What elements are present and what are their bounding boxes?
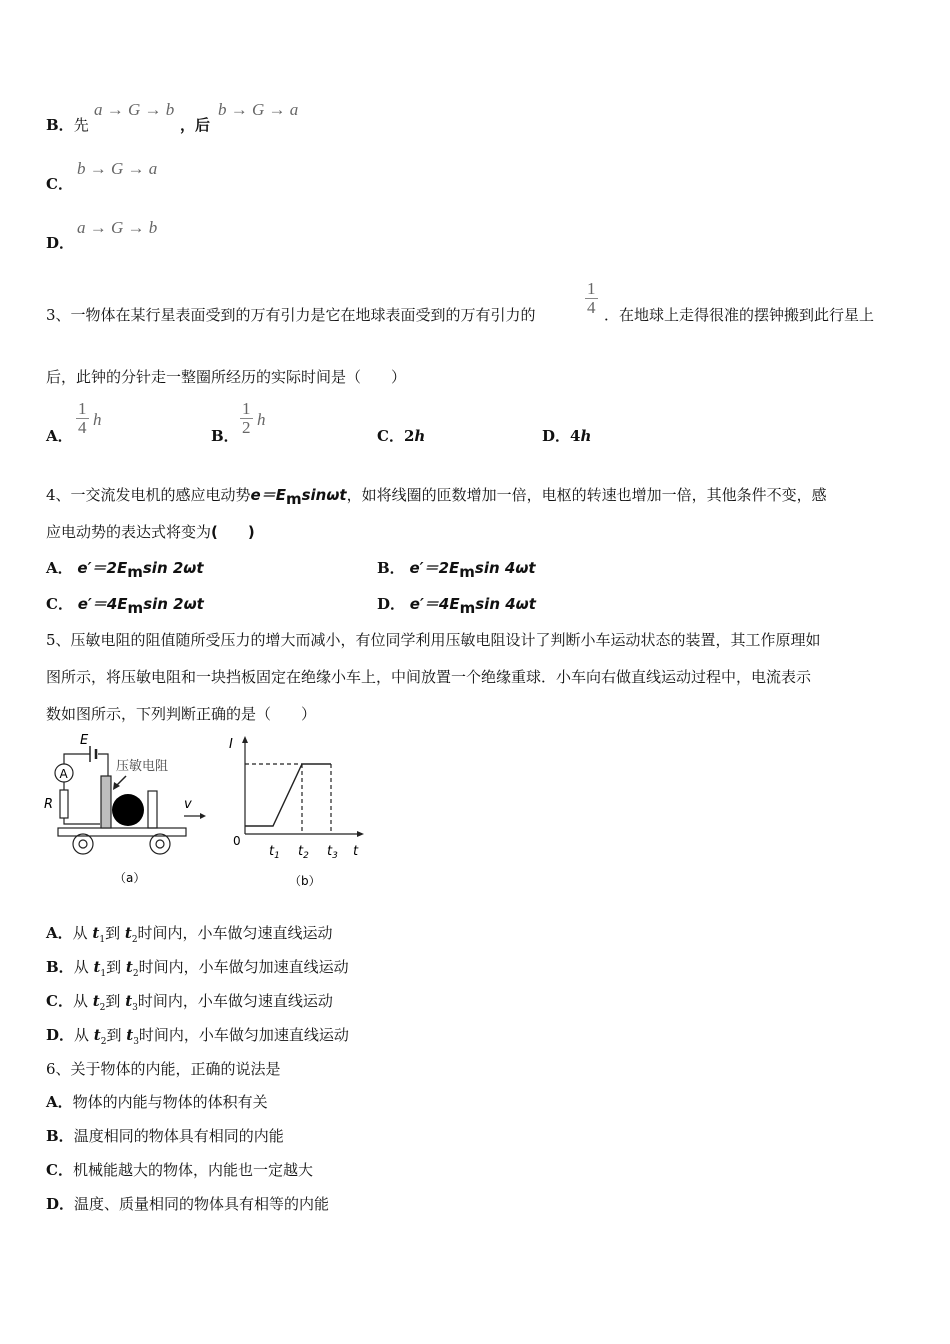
option-text: 温度相同的物体具有相同的内能 (73, 1127, 284, 1145)
option-text: 时间内，小车做匀速直线运动 (137, 992, 333, 1010)
option-label: A． (46, 1093, 73, 1111)
q4-formula: e＝E (250, 486, 286, 504)
option-formula-tail: sin 2ωt (143, 595, 204, 613)
option-label: C． (46, 992, 73, 1010)
q3-stem-line2: 后，此钟的分针走一整圈所经历的实际时间是（ ） (46, 368, 407, 386)
q2-d-expr: a → G → b (77, 218, 158, 237)
time-symbol: t (92, 924, 100, 942)
q2-c-expr: b → G → a (77, 159, 158, 178)
q5-option-c[interactable] (46, 990, 333, 1013)
q3-fraction (585, 280, 598, 317)
battery-emf-label: E (80, 733, 89, 748)
q5-stem-line1: 5、压敏电阻的阻值随所受压力的增大而减小，有位同学利用压敏电阻设计了判断小车运动状态的装置，其工作原理如 (46, 631, 821, 649)
option-text: 从 (74, 1026, 94, 1044)
option-label: B． (211, 427, 239, 445)
ammeter-label: A (59, 767, 68, 781)
option-text: 温度、质量相同的物体具有相等的内能 (74, 1195, 330, 1213)
velocity-label: v (184, 797, 192, 812)
option-formula-sub: m (127, 599, 144, 617)
option-text: 时间内，小车做匀加速直线运动 (138, 1026, 349, 1044)
q4-answer-paren: ( ) (211, 523, 255, 541)
q3-stem-part1: 3、一物体在某行星表面受到的万有引力是它在地球表面受到的万有引力的 (46, 306, 536, 324)
q4-stem-part2: ，如将线圈的匝数增加一倍，电枢的转速也增加一倍，其他条件不变，感 (346, 486, 827, 504)
option-label: A． (46, 427, 73, 445)
option-label: D． (46, 1195, 75, 1213)
q4-stem-line1 (46, 484, 827, 508)
option-text: 从 (73, 958, 94, 976)
option-formula-sub: m (459, 563, 475, 581)
q2-b-expr1: a → G → b (94, 100, 175, 119)
option-text: 到 (106, 1026, 127, 1044)
q3-b-fraction (240, 400, 253, 437)
fraction-denominator: 4 (587, 298, 596, 317)
option-unit: h (580, 427, 592, 445)
option-text: 到 (105, 924, 125, 942)
figure-b-caption: （b） (289, 874, 321, 888)
option-label: B． (46, 116, 74, 134)
q3-b-unit: h (257, 410, 266, 429)
y-axis-label: I (229, 737, 233, 752)
option-label: A． (46, 924, 73, 942)
time-subscript: 2 (100, 1037, 107, 1047)
q5-option-b[interactable] (46, 956, 349, 979)
q4-option-c[interactable] (46, 593, 204, 617)
option-label: D． (377, 595, 406, 613)
option-text: 到 (105, 992, 126, 1010)
time-subscript: 2 (131, 935, 138, 945)
q3-stem-part2: ．在地球上走得很准的摆钟搬到此行星上 (604, 306, 875, 324)
option-label: D． (46, 1026, 75, 1044)
q3-option-b[interactable] (211, 425, 239, 446)
time-subscript: 1 (100, 969, 107, 979)
q5-stem-line2: 图所示，将压敏电阻和一块挡板固定在绝缘小车上，中间放置一个绝缘重球．小车向右做直线运动过程中，电流表示 (46, 668, 812, 686)
option-text: 机械能越大的物体，内能也一定越大 (72, 1161, 313, 1179)
option-label: C． (46, 1161, 73, 1179)
resistor-label: R (44, 797, 54, 812)
option-formula-sub: m (459, 599, 476, 617)
q6-option-d[interactable] (46, 1193, 329, 1214)
fraction-denominator: 4 (78, 418, 87, 437)
q6-option-c[interactable] (46, 1159, 313, 1180)
time-symbol: t (125, 958, 133, 976)
q4-stem-line2 (46, 521, 255, 542)
fraction-denominator: 2 (242, 418, 251, 437)
tick-t3: $t_3$ (327, 844, 338, 861)
q4-stem-part1: 4、一交流发电机的感应电动势 (46, 486, 251, 504)
option-text: 先 (73, 116, 89, 134)
q2-option-b[interactable] (46, 114, 89, 135)
q4-option-d[interactable] (377, 593, 536, 617)
option-label: D． (542, 427, 571, 445)
option-formula-tail: sin 2ωt (142, 559, 204, 577)
q6-option-a[interactable] (46, 1091, 268, 1112)
option-formula: e′＝4E (409, 595, 460, 613)
q4-formula-sub: m (285, 490, 302, 508)
current-curve (245, 764, 331, 826)
option-label: A． (46, 559, 73, 577)
q2-option-d[interactable] (46, 232, 74, 253)
time-symbol: t (125, 992, 133, 1010)
option-label: C． (46, 175, 73, 193)
option-label: B． (377, 559, 405, 577)
tick-t2: $t_2$ (298, 844, 309, 861)
q5-figure-a (40, 728, 215, 893)
q6-option-b[interactable] (46, 1125, 284, 1146)
q3-a-fraction (76, 400, 89, 437)
option-label: C． (46, 595, 73, 613)
time-symbol: t (93, 1026, 101, 1044)
option-formula: e′＝4E (77, 595, 128, 613)
q5-stem-line3: 数如图所示，下列判断正确的是（ ） (46, 705, 317, 723)
q2-b-expr2: b → G → a (218, 100, 299, 119)
option-text: 到 (106, 958, 126, 976)
q5-option-d[interactable] (46, 1024, 349, 1047)
time-symbol: t (126, 1026, 134, 1044)
origin-label: 0 (233, 834, 241, 848)
pressure-resistor-label: 压敏电阻 (116, 759, 169, 774)
time-symbol: t (92, 992, 100, 1010)
option-formula-sub: m (127, 563, 143, 581)
q4-option-b[interactable] (377, 557, 536, 581)
q4-stem-text: 应电动势的表达式将变为 (46, 523, 212, 541)
q4-option-a[interactable] (46, 557, 204, 581)
fraction-numerator: 1 (78, 399, 87, 418)
q2-b-mid: ，后 (180, 116, 211, 134)
option-formula: e′＝2E (409, 559, 460, 577)
figure-a-caption: （a） (114, 871, 146, 885)
option-label: B． (46, 1127, 74, 1145)
q3-option-a[interactable] (46, 425, 73, 446)
option-formula: e′＝2E (77, 559, 128, 577)
q2-option-c[interactable] (46, 173, 73, 194)
time-subscript: 3 (132, 1003, 138, 1013)
option-formula-tail: sin 4ωt (475, 595, 536, 613)
time-symbol: t (93, 958, 101, 976)
time-subscript: 2 (99, 1003, 106, 1013)
option-label: B． (46, 958, 74, 976)
option-text: 时间内，小车做匀速直线运动 (137, 924, 333, 942)
option-label: D． (46, 234, 75, 252)
option-text: 从 (72, 992, 93, 1010)
option-text: 物体的内能与物体的体积有关 (72, 1093, 268, 1111)
q5-option-a[interactable] (46, 922, 333, 945)
fraction-numerator: 1 (587, 279, 596, 298)
time-subscript: 2 (132, 969, 139, 979)
x-axis-label: t (353, 844, 359, 859)
q4-formula-tail: sinωt (301, 486, 347, 504)
time-subscript: 1 (99, 935, 106, 945)
option-value: 4 (570, 427, 581, 445)
q3-option-c[interactable] (377, 425, 425, 446)
option-unit: h (414, 427, 426, 445)
option-formula-tail: sin 4ωt (474, 559, 536, 577)
q3-stem-line1 (46, 304, 536, 325)
option-label: C． (377, 427, 404, 445)
tick-t1: $t_1$ (269, 844, 280, 861)
option-text: 时间内，小车做匀加速直线运动 (138, 958, 349, 976)
q3-option-d[interactable] (542, 425, 591, 446)
time-symbol: t (124, 924, 132, 942)
option-value: 2 (403, 427, 415, 445)
q3-a-unit: h (93, 410, 102, 429)
time-subscript: 3 (133, 1037, 139, 1047)
q5-figure-b (225, 728, 370, 893)
q6-stem: 6、关于物体的内能，正确的说法是 (46, 1060, 281, 1078)
option-text: 从 (72, 924, 93, 942)
fraction-numerator: 1 (242, 399, 251, 418)
